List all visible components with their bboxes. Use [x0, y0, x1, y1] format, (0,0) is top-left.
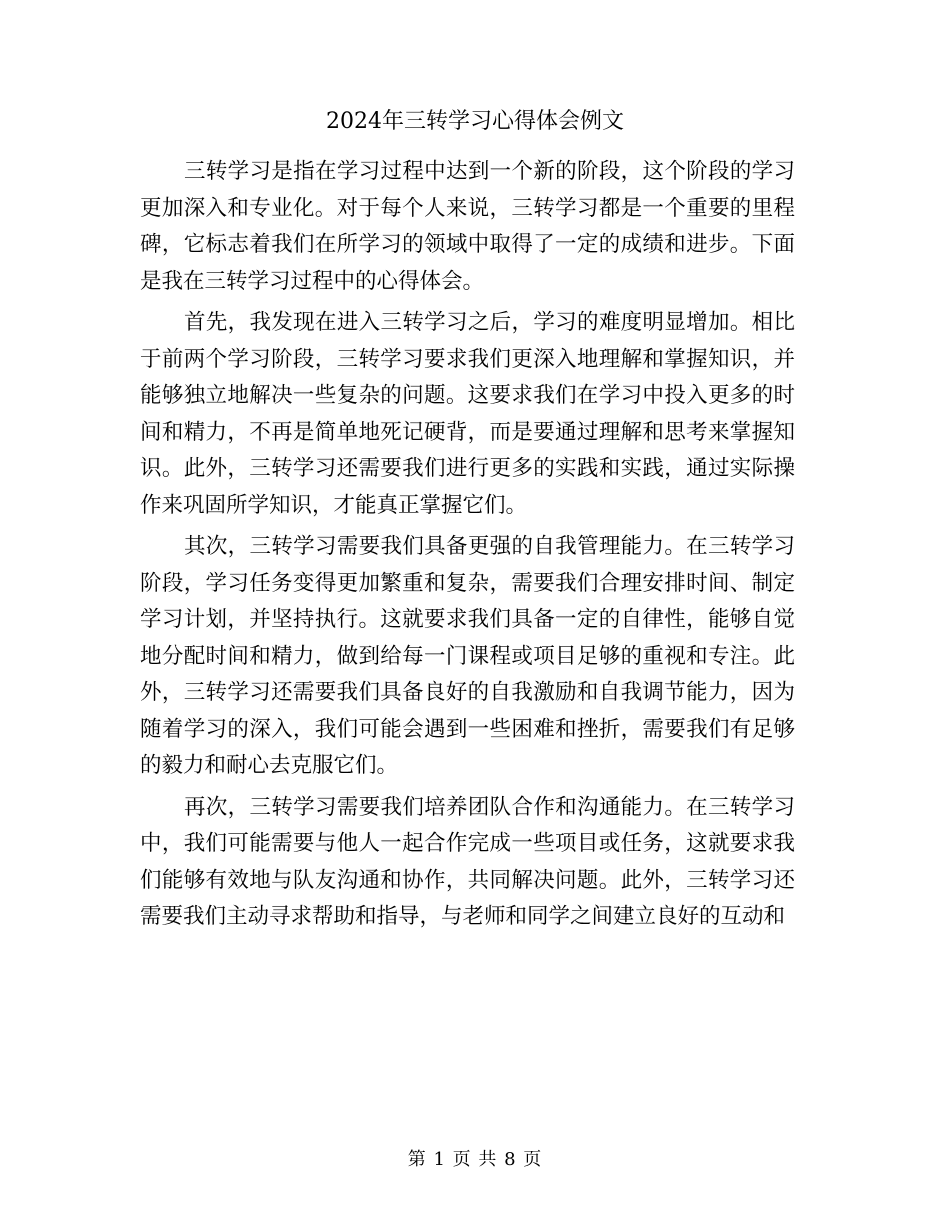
page-footer: 第 1 页 共 8 页: [407, 1149, 543, 1170]
document-body: [140, 154, 795, 941]
document-title: 2024年三转学习心得体会例文: [326, 109, 624, 134]
paragraph-2: 首先，我发现在进入三转学习之后，学习的难度明显增加。相比于前两个学习阶段，三转学习要求我们更深入地理解和掌握知识，并能够独立地解决一些复杂的问题。这要求我们在学习中投入更多的时间和精力，不再是简单地死记硬背，而是要通过理解和思考来掌握知识。此外，三转学习还需要我们进行更多的实践和实践，通过实际操作来巩固所学知识，才能真正掌握它们。: [140, 310, 795, 518]
paragraph-1: 三转学习是指在学习过程中达到一个新的阶段，这个阶段的学习更加深入和专业化。对于每个人来说，三转学习都是一个重要的里程碑，它标志着我们在所学习的领域中取得了一定的成绩和进步。下面是我在三转学习过程中的心得体会。: [140, 159, 795, 294]
paragraph-3: 其次，三转学习需要我们具备更强的自我管理能力。在三转学习阶段，学习任务变得更加繁重和复杂，需要我们合理安排时间、制定学习计划，并坚持执行。这就要求我们具备一定的自律性，能够自觉地分配时间和精力，做到给每一门课程或项目足够的重视和专注。此外，三转学习还需要我们具备良好的自我激励和自我调节能力，因为随着学习的深入，我们可能会遇到一些困难和挫折，需要我们有足够的毅力和耐心去克服它们。: [140, 534, 795, 778]
paragraph-4: 再次，三转学习需要我们培养团队合作和沟通能力。在三转学习中，我们可能需要与他人一起合作完成一些项目或任务，这就要求我们能够有效地与队友沟通和协作，共同解决问题。此外，三转学习还需要我们主动寻求帮助和指导，与老师和同学之间建立良好的互动和: [140, 794, 795, 929]
